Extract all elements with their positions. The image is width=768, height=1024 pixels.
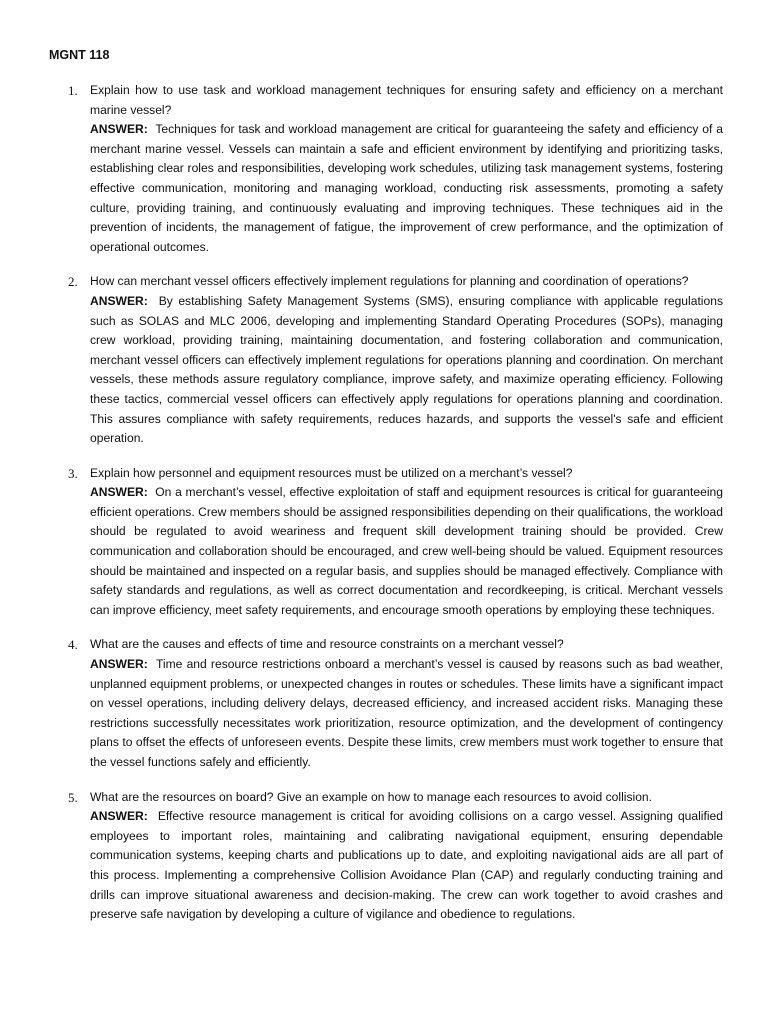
- question-number: 5.: [68, 789, 78, 805]
- question-item: [49, 788, 723, 925]
- question-text: What are the resources on board? Give an example on how to manage each resources to avoid collision.: [90, 789, 653, 804]
- answer-body: Time and resource restrictions onboard a merchant’s vessel is caused by reasons such as bad weather, unplanned equipment problems, or unexpected changes in routes or schedules. These limits have a significant impact on vessel operations, including delivery delays, decreased efficiency, and increased accident risks. Managing these restrictions successfully necessitates work prioritization, resource optimization, and the development of contingency plans to offset the effects of unforeseen events. Despite these limits, crew members must work together to ensure that the vessel functions safely and efficiently.: [90, 657, 723, 769]
- question-item: [49, 464, 723, 621]
- answer-text: [90, 120, 723, 257]
- answer-body: Techniques for task and workload management are critical for guaranteeing the safety and efficiency of a merchant marine vessel. Vessels can maintain a safe and efficient environment by identifying and prioritizing tasks, establishing clear roles and responsibilities, developing work schedules, utilizing task management systems, fostering effective communication, monitoring and managing workload, conducting risk assessments, promoting a safety culture, providing training, and continuously evaluating and improving techniques. These techniques aid in the prevention of incidents, the management of fatigue, the improvement of crew performance, and the optimization of operational outcomes.: [90, 122, 723, 254]
- question-text: How can merchant vessel officers effectively implement regulations for planning and coordination of operations?: [90, 274, 689, 289]
- answer-label: ANSWER:: [90, 293, 148, 308]
- answer-body: On a merchant’s vessel, effective exploitation of staff and equipment resources is critical for guaranteeing efficient operations. Crew members should be assigned responsibilities depending on their qualifications, the workload should be regulated to avoid weariness and frequent skill development training should be provided. Crew communication and collaboration should be encouraged, and crew well-being should be valued. Equipment resources should be maintained and inspected on a regular basis, and supplies should be managed effectively. Compliance with safety standards and regulations, as well as correct documentation and recordkeeping, is critical. Merchant vessels can improve efficiency, meet safety requirements, and encourage smooth operations by employing these techniques.: [90, 485, 723, 617]
- answer-label: ANSWER:: [90, 485, 148, 500]
- question-number: 2.: [68, 274, 78, 290]
- answer-body: By establishing Safety Management Systems (SMS), ensuring compliance with applicable regulations such as SOLAS and MLC 2006, developing and implementing Standard Operating Procedures (SOPs), managing crew workload, providing training, maintaining documentation, and fostering collaboration and communication, merchant vessel officers can effectively implement regulations for operations planning and coordination. On merchant vessels, these methods assure regulatory compliance, improve safety, and maximize operating efficiency. Following these tactics, commercial vessel officers can effectively apply regulations for operations planning and coordination. This assures compliance with safety requirements, reduces hazards, and supports the vessel's safe and efficient operation.: [90, 293, 723, 446]
- answer-label: ANSWER:: [90, 809, 148, 824]
- course-code: MGNT 118: [49, 48, 110, 62]
- question-text: What are the causes and effects of time and resource constraints on a merchant vessel?: [90, 637, 564, 652]
- answer-text: [90, 807, 723, 925]
- question-text: Explain how personnel and equipment resources must be utilized on a merchant’s vessel?: [90, 465, 573, 480]
- question-list: [49, 81, 723, 925]
- answer-text: [90, 483, 723, 620]
- answer-label: ANSWER:: [90, 657, 148, 672]
- question-item: [49, 81, 723, 257]
- question-item: [49, 272, 723, 448]
- question-number: 4.: [68, 637, 78, 653]
- answer-text: [90, 655, 723, 773]
- question-number: 1.: [68, 83, 78, 98]
- answer-body: Effective resource management is critical for avoiding collisions on a cargo vessel. Assigning qualified employees to important roles, maintaining and calibrating navigational equipment, ensuring dependable communication systems, keeping charts and publications up to date, and exploiting navigational aids are all part of this process. Implementing a comprehensive Collision Avoidance Plan (CAP) and regularly conducting training and drills can improve situational awareness and decision-making. The crew can work together to avoid crashes and preserve safe navigation by developing a culture of vigilance and obedience to regulations.: [90, 809, 723, 922]
- question-item: [49, 635, 723, 772]
- answer-text: [90, 292, 723, 449]
- question-number: 3.: [68, 465, 78, 481]
- answer-label: ANSWER:: [90, 122, 148, 137]
- question-text: Explain how to use task and workload management techniques for ensuring safety and efficiency on a merchant marine vessel?: [90, 83, 723, 117]
